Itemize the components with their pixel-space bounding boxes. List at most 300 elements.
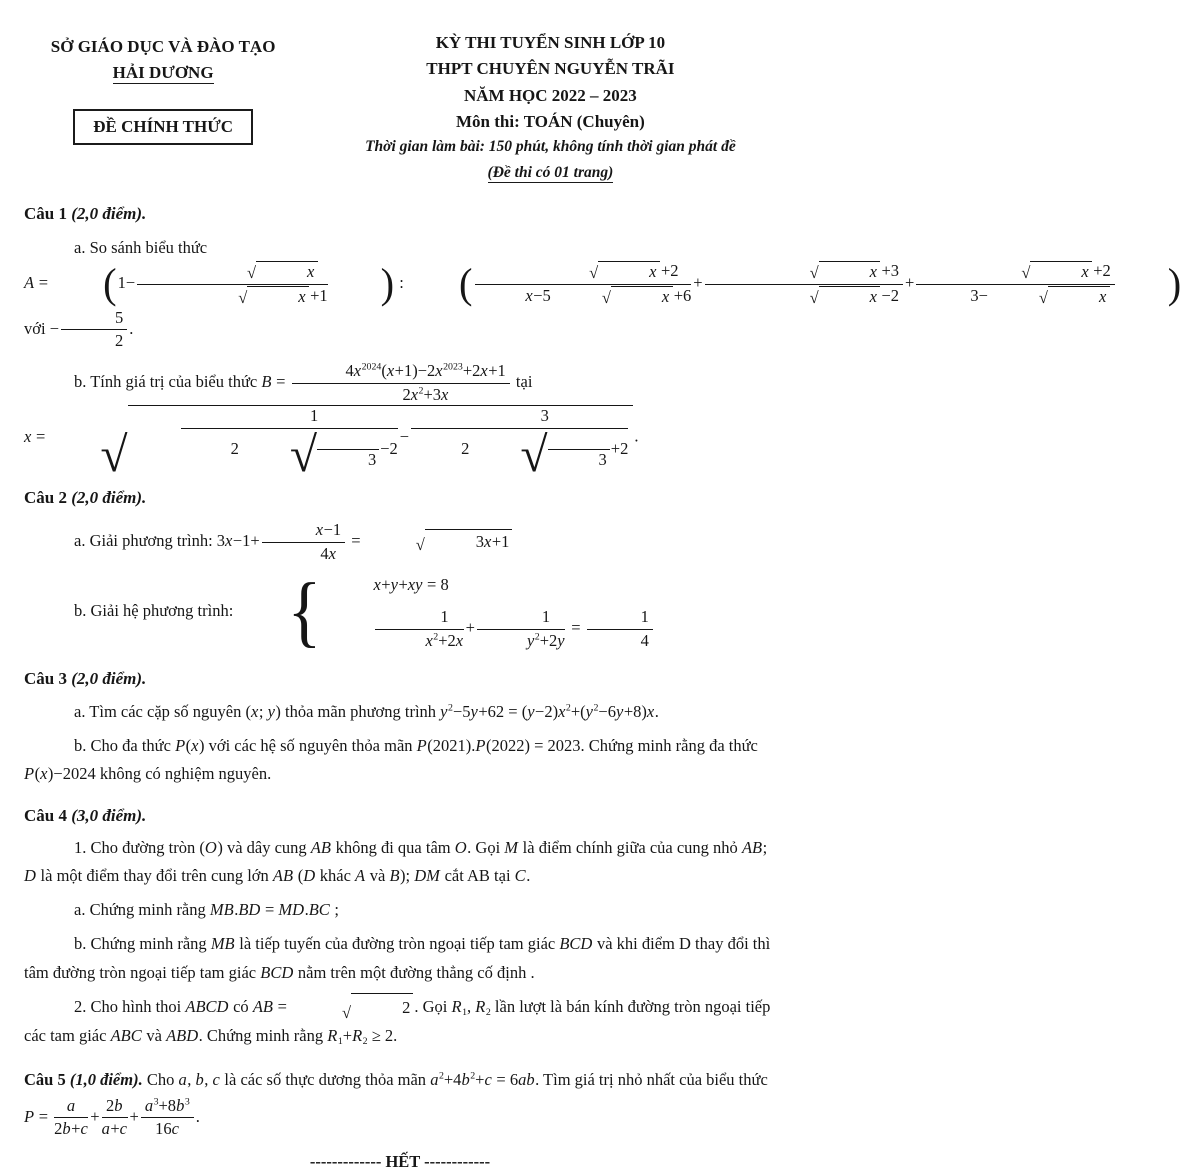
radicand [351,993,413,1022]
math-text: y [440,701,448,721]
equation-system [237,567,655,656]
math-text: R [327,1026,338,1046]
math-formula [24,866,36,885]
duration-line: Thời gian làm bài: 150 phút, không tính thời gian phát đề [365,138,736,156]
math-text: AB [310,838,331,858]
exam-title: KỲ THI TUYỂN SINH LỚP 10 [435,33,666,52]
radicand [1030,261,1092,283]
square-root [539,261,660,283]
text-run: cắt AB tại [440,866,515,886]
text-run: . [393,1026,398,1046]
question-heading [24,485,776,511]
math-text: −2 [881,285,900,305]
math-text: 2 [565,702,571,714]
math-formula [260,963,294,982]
math-text: x = [24,426,50,446]
math-text: + [129,1106,139,1126]
math-formula [166,1026,199,1045]
official-exam-badge: ĐỀ CHÍNH THỨC [73,109,253,145]
math-text: + [693,272,703,292]
math-text: 3x+1 [475,532,510,552]
math-formula [199,838,222,857]
square-root [470,426,609,482]
math-text: P(2021).P(2022) = 2023 [416,735,581,755]
big-paren: ) [1167,259,1182,308]
math-text: 2 [485,1006,491,1018]
math-formula [24,1095,196,1139]
fraction [409,406,630,482]
math-formula [559,934,593,953]
big-paren: ) [380,259,395,308]
denominator [262,543,345,565]
square-root [366,529,513,555]
header-right [325,30,776,185]
text-run: Câu 4 [24,805,72,825]
math-text: −2 [380,438,398,458]
math-text: 3 [540,406,549,426]
math-text: 16c [155,1119,179,1139]
math-text: 2 [115,331,124,351]
radical-sign-icon: √ [1021,263,1031,283]
text-run: ( [293,866,304,886]
text-run: 2. Cho hình thoi [74,996,186,1016]
denominator [411,426,629,482]
radical-sign-icon: √ [809,263,819,283]
math-formula [430,1070,535,1089]
superscript [185,1096,190,1107]
math-text: ABCD [185,996,229,1016]
text-run: . Gọi [414,996,452,1016]
numerator [587,607,653,630]
math-text: +3x [423,384,449,404]
math-text: 2 [402,998,411,1018]
math-text: x [1098,287,1107,307]
math-text: 2024 [361,361,382,373]
math-text: P = [24,1106,53,1126]
math-text: (x; y) [245,701,281,721]
text-run: a. Chứng minh rằng [74,900,210,920]
department-name: SỞ GIÁO DỤC VÀ ĐÀO TẠO [50,37,276,56]
math-text: x [661,287,670,307]
square-root [50,405,633,482]
square-root [240,426,379,482]
paragraph [24,520,776,564]
text-run: không đi qua tâm [331,838,455,858]
math-text: C [514,866,526,886]
radicand [598,261,660,283]
numerator [61,308,127,331]
math-text: +8b [158,1095,185,1115]
math-text: x [869,262,877,282]
end-marker [24,1152,776,1172]
text-run: ; [762,838,768,858]
math-text: x+y+xy = 8 [373,575,449,595]
math-text: 1 [310,406,319,426]
paragraph [24,993,776,1051]
text-run: và [365,866,390,886]
math-text: x [307,262,315,282]
denominator [102,1118,128,1140]
paragraph [24,834,776,890]
system-rows [323,573,654,651]
math-formula [185,997,229,1016]
math-text: 3 [367,449,377,469]
denominator [54,1118,88,1140]
radicand [128,405,634,482]
math-text: , R [467,996,486,1016]
school-name: THPT CHUYÊN NGUYỄN TRÃI [426,59,675,79]
math-formula [175,736,204,755]
math-formula [417,736,581,755]
math-text: 3 [184,1096,190,1108]
paragraph [24,698,776,726]
radical-sign-icon: √ [589,263,599,283]
text-run: (2,0 điểm). [71,488,147,508]
math-text: O [454,838,467,858]
math-text: ABD [166,1026,199,1046]
header-left [24,30,302,145]
school-year: NĂM HỌC 2022 – 2023 [463,85,637,105]
text-run: với các hệ số nguyên thỏa mãn [204,735,417,755]
radicand [247,286,309,308]
big-paren: ( [103,259,117,308]
math-text: B = [261,371,290,391]
text-run: a. So sánh biểu thức [74,237,208,257]
math-formula [440,702,655,721]
math-text: +2 [610,438,629,458]
math-formula [261,360,511,404]
math-text: +2y [539,630,565,650]
radical-sign-icon: √ [520,426,548,482]
system-brace: { [287,567,322,656]
math-text: +6 [673,285,692,305]
math-text: AB = [252,996,292,1016]
text-run: 1. Cho đường tròn [74,838,200,858]
fraction [179,406,400,482]
radicand [819,286,881,308]
math-text: a [430,1070,439,1090]
radicand [819,261,881,283]
fraction [585,607,655,651]
text-run: là một điểm thay đổi trên cung lớn [36,866,273,886]
math-text: x [649,262,657,282]
text-run: và khi điểm D thay đổi thì tâm đường tròn ngoại tiếp tam giác [24,934,771,982]
math-formula [355,866,366,885]
math-text: x [298,287,306,307]
text-run: . [195,1106,200,1126]
text-run: . Chứng minh rằng đa thức [580,735,758,755]
math-text: 2 [461,438,470,458]
square-root [292,993,413,1022]
text-run: thỏa mãn phương trình [280,701,441,721]
math-text: +R [342,1026,363,1046]
denominator [292,384,510,406]
math-text: 3− [970,285,988,305]
math-text: + [90,1106,100,1126]
numerator [475,261,691,285]
text-run: . [634,426,639,446]
math-text: B [389,866,400,886]
question-heading [24,666,776,692]
math-text: +2x [438,630,464,650]
text-run: . [654,701,659,721]
text-run: có [228,996,253,1016]
radicand [317,449,379,471]
province-name-text: HẢI DƯƠNG [112,62,214,82]
text-run: lần lượt là bán kính đường tròn ngoại tiếp các tam giác [24,996,771,1046]
math-text: BCD [260,962,294,982]
text-run: Câu 3 [24,669,72,689]
math-formula [455,838,467,857]
fraction [100,1096,130,1140]
fraction [139,1096,196,1140]
paragraph [24,930,776,986]
pages-note [325,159,776,185]
square-root [188,286,309,308]
math-formula [504,838,518,857]
text-run: là tiếp tuyến của đường tròn ngoại tiếp tam giác [235,934,560,954]
text-run: nằm trên một đường thẳng cố định . [293,962,535,982]
math-text: y [526,630,535,650]
square-root [989,286,1110,308]
math-text: A [355,866,366,886]
denominator [181,426,398,482]
text-run: (2,0 điểm). [71,204,147,224]
text-run: với [24,318,50,338]
text-run: (3,0 điểm). [71,805,147,825]
math-text: 2b [106,1095,123,1115]
math-text: + [905,272,915,292]
radical-sign-icon: √ [238,288,248,308]
math-text: a [66,1095,76,1115]
end-text: ------------- HẾT ------------ [309,1151,491,1171]
math-formula [252,996,415,1022]
radical-sign-icon: √ [246,263,257,283]
math-text: +c = 6ab [475,1070,535,1090]
square-root [760,286,881,308]
math-text: +1 [310,285,328,305]
math-text: 3 [153,1096,159,1108]
denominator [61,330,127,352]
math-text: − [399,427,410,447]
text-run: (2,0 điểm). [71,669,147,689]
denominator [477,630,565,652]
math-formula [49,307,130,351]
math-text: +4b [443,1070,470,1090]
text-run: Câu 5 [24,1070,70,1090]
math-text: 5 [115,307,124,327]
math-text: BCD [559,934,593,954]
math-text: a+c [101,1119,127,1139]
text-run: . Tìm giá trị nhỏ nhất của biểu thức [535,1070,768,1090]
math-formula [273,866,294,885]
text-run: ); [400,866,415,886]
math-text: MB [210,934,235,954]
radicand [611,286,673,308]
text-run: . [526,866,531,886]
math-text: MB.BD = MD.BC [209,900,330,920]
superscript [443,362,463,373]
radicand [1048,286,1110,308]
math-text: ABC [110,1026,142,1046]
denominator [141,1118,194,1140]
fraction [135,261,329,308]
math-text: D [303,866,316,886]
system-row [323,573,654,598]
math-text: AB [272,866,294,886]
radical-sign-icon: √ [415,535,425,555]
denominator [705,285,903,308]
math-text: A = [24,272,53,292]
province-name [24,60,302,86]
math-formula [303,866,315,885]
text-run: b. Chứng minh rằng [74,934,211,954]
numerator [292,361,510,384]
text-run: a. Giải phương trình: [74,530,217,550]
math-formula [237,567,655,656]
math-text: R [451,996,462,1016]
numerator [137,261,327,285]
math-text: 1 [640,606,649,626]
radicand [256,261,318,283]
math-text: AB [741,838,763,858]
fraction [52,1096,90,1140]
math-formula [24,406,634,482]
question-heading [24,201,776,227]
math-text: +(y [570,701,593,721]
math-text: −6y+8)x [598,701,655,721]
math-formula [246,702,281,721]
radical-sign-icon: √ [289,426,317,482]
math-text: 2 [593,702,599,714]
math-text: x [425,630,433,650]
math-text: 2 [230,438,239,458]
text-run: b. Tính giá trị của biểu thức [74,371,262,391]
math-text: 2 [534,631,540,643]
math-text: : [395,272,408,292]
fraction [475,607,567,651]
numerator [705,261,903,285]
pages-note-text: (Đề thi có 01 trang) [487,164,614,182]
math-text: a, b, c [178,1070,220,1090]
text-run: b. Cho đa thức [74,735,176,755]
system-row [323,607,654,651]
math-text: 2x [402,384,419,404]
square-root [971,261,1092,283]
denominator [475,285,691,308]
math-text: a [144,1095,154,1115]
math-formula [742,838,763,857]
math-text: ≥ 2 [367,1026,394,1046]
numerator [181,406,398,429]
math-text: M [504,838,519,858]
math-text: 2 [448,702,453,714]
text-run: (1,0 điểm). [69,1070,143,1090]
text-run: . Gọi [467,838,505,858]
square-root [760,261,881,283]
paragraph [24,236,1182,352]
text-run: Câu 1 [24,204,72,224]
math-formula [389,866,400,885]
math-formula [515,866,527,885]
subject-line: Môn thi: TOÁN (Chuyên) [456,112,645,132]
math-text: (x+1)−2x [381,360,443,380]
radical-sign-icon: √ [601,288,611,308]
text-run: ; [330,900,340,920]
math-text: 1 [440,606,449,626]
text-run: khác [315,866,356,886]
math-text: 4x [345,360,362,380]
math-text: +2 [1093,260,1111,280]
official-box-wrap [24,109,302,145]
math-formula [24,259,1182,308]
math-text: 1 [541,606,551,626]
radical-sign-icon: √ [1038,288,1048,308]
math-formula [451,997,490,1016]
math-text: = [347,530,365,550]
math-formula [327,1026,394,1048]
math-formula [111,1026,143,1045]
numerator [916,261,1114,285]
radical-sign-icon: √ [100,426,128,482]
math-text: 4 [640,630,649,650]
denominator [137,285,327,308]
numerator [102,1096,128,1119]
math-text: +2 [661,260,679,280]
numerator [477,607,565,630]
math-text: −5y+62 = (y−2)x [452,701,566,721]
text-run: a. Tìm các cặp số nguyên [74,701,246,721]
text-run: Câu 2 [24,488,72,508]
radical-sign-icon: √ [809,288,819,308]
square-root [197,261,318,283]
paragraph [24,896,776,924]
denominator [916,285,1114,308]
math-text: D [24,866,36,886]
text-run: không có nghiệm nguyên. [95,763,272,783]
fraction [260,520,347,564]
math-text: +3 [881,260,900,280]
header [24,30,776,185]
math-text: P(x)−2024 [24,763,96,783]
paragraph [24,567,776,656]
math-text: DM [414,866,440,886]
question-heading [24,803,776,829]
math-text: x−5 [525,285,551,305]
text-run: b. Giải hệ phương trình: [74,600,238,620]
math-text: 4x [320,543,336,563]
math-text: 2b+c [54,1119,88,1139]
math-text: 2 [433,631,439,643]
math-text: (O) [199,838,223,858]
math-formula [211,934,235,953]
fraction [290,361,512,405]
text-run: và [142,1026,167,1046]
text-run: là các số thực dương thỏa mãn [220,1070,431,1090]
math-text: 2 [438,1070,444,1082]
math-formula [24,764,96,783]
radicand [548,449,610,471]
math-formula [178,1070,220,1089]
text-run: . Chứng minh rằng [198,1026,328,1046]
math-text: 3x−1+ [216,530,260,550]
fraction [373,607,465,651]
math-text: P(x) [175,735,205,755]
math-text: − [49,318,59,338]
fraction [703,261,905,308]
document-body [24,201,1182,1140]
math-formula [210,900,330,919]
